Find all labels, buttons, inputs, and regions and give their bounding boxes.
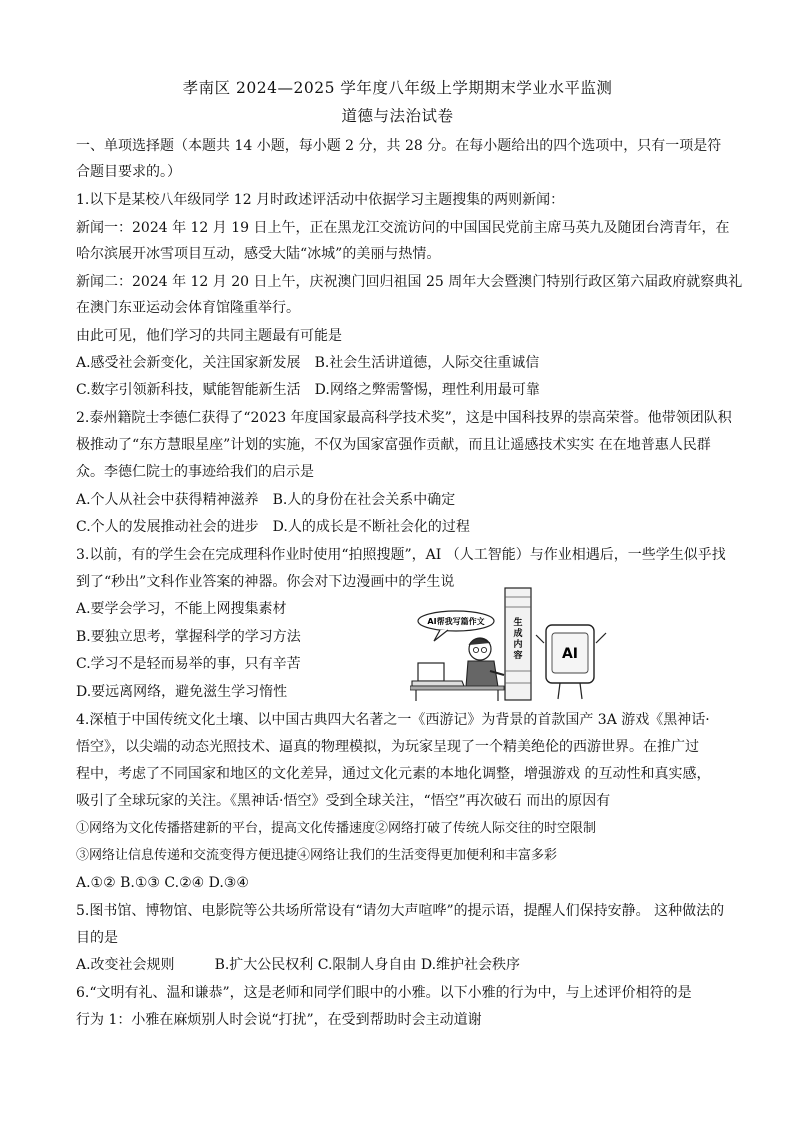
q2-option-b: B.人的身份在社会关系中确定 bbox=[272, 492, 456, 508]
q2-stem-cont1: 极推动了“东方慧眼星座”计划的实施，不仅为国家富强作贡献，而且让遥感技术实实 在在地普惠人民群 bbox=[76, 437, 711, 453]
q3-stem-cont: 到了“秒出”文科作业答案的神器。你会对下边漫画中的学生说 bbox=[76, 574, 455, 590]
q1-question: 由此可见，他们学习的共同主题最有可能是 bbox=[76, 328, 342, 344]
q5-option-a: A.改变社会规则 bbox=[76, 957, 175, 973]
q4-stem-cont2: 程中，考虑了不同国家和地区的文化差异，通过文化元素的本地化调整，增强游戏 的互动性和真实感， bbox=[76, 766, 711, 782]
q4-stem-cont3: 吸引了全球玩家的关注。《黑神话·悟空》受到全球关注，“悟空”再次破石 而出的原因有 bbox=[76, 793, 611, 809]
q4-items-1-2: ①网络为文化传播搭建新的平台，提高文化传播速度②网络打破了传统人际交往的时空限制 bbox=[76, 821, 597, 836]
q4-options: A.①② B.①③ C.②④ D.③④ bbox=[76, 875, 249, 891]
section-heading: 一、单项选择题（本题共 14 小题，每小题 2 分，共 28 分。在每小题给出的四个选项中，只有一项是符 bbox=[76, 138, 722, 154]
student-figure bbox=[466, 638, 504, 687]
q2-stem-cont2: 众。李德仁院士的事迹给我们的启示是 bbox=[76, 464, 314, 480]
q3-option-d: D.要远离网络，避免滋生学习惰性 bbox=[76, 684, 288, 700]
q1-news1: 新闻一：2024 年 12 月 19 日上午，正在黑龙江交流访问的中国国民党前主席马英九及随团台湾青年，在 bbox=[76, 220, 730, 236]
q3-stem: 3.以前，有的学生会在完成理科作业时使用“拍照搜题”，AI （人工智能）与作业相遇后，一些学生似乎找 bbox=[76, 547, 726, 563]
generated-content-column bbox=[505, 588, 531, 700]
bubble-text: AI帮我写篇作文 bbox=[427, 617, 485, 626]
q1-news2: 新闻二：2024 年 12 月 20 日上午，庆祝澳门回归祖国 25 周年大会暨澳门特别行政区第六届政府就察典礼 bbox=[76, 274, 743, 290]
q2-stem: 2.泰州籍院士李德仁获得了“2023 年度国家最高科学技术奖”，这是中国科技界的崇高荣誉。他带领团队积 bbox=[76, 410, 732, 426]
q1-news1-cont: 哈尔滨展开冰雪项目互动，感受大陆“冰城”的美丽与热情。 bbox=[76, 246, 441, 262]
q1-option-c: C.数字引领新科技，赋能智能新生活 bbox=[76, 382, 301, 398]
q5-options bbox=[76, 955, 520, 975]
q1-option-b: B.社会生活讲道德，人际交往重诚信 bbox=[314, 355, 540, 371]
q2-options-ab bbox=[76, 490, 455, 510]
column-char-3: 内 bbox=[513, 640, 523, 650]
q3-option-c: C.学习不是轻而易举的事，只有辛苦 bbox=[76, 656, 301, 672]
exam-subtitle: 道德与法治试卷 bbox=[341, 107, 454, 125]
q4-items-3-4: ③网络让信息传递和交流变得方便迅捷④网络让我们的生活变得更加便利和丰富多彩 bbox=[76, 848, 558, 863]
q5-stem: 5.图书馆、博物馆、电影院等公共场所常设有“请勿大声喧哗”的提示语，提醒人们保持安静。 这种做法的 bbox=[76, 903, 725, 919]
section-heading-cont: 合题目要求的。） bbox=[76, 164, 181, 180]
ai-tablet bbox=[536, 625, 606, 699]
exam-title: 孝南区 2024—2025 学年度八年级上学期期末学业水平监测 bbox=[182, 79, 613, 97]
speech-bubble bbox=[418, 611, 494, 641]
q6-stem: 6.“文明有礼、温和谦恭”，这是老师和同学们眼中的小雅。以下小雅的行为中，与上述评价相符的是 bbox=[76, 985, 692, 1001]
q2-option-d: D.人的成长是不断社会化的过程 bbox=[272, 519, 470, 535]
tablet-label: AI bbox=[561, 646, 579, 662]
q3-option-a: A.要学会学习，不能上网搜集素材 bbox=[76, 601, 287, 617]
q1-option-a: A.感受社会新变化，关注国家新发展 bbox=[76, 355, 301, 371]
q2-options-cd bbox=[76, 517, 470, 537]
q1-news2-cont: 在澳门东亚运动会体育馆隆重举行。 bbox=[76, 300, 300, 316]
ai-homework-cartoon bbox=[410, 583, 622, 703]
column-char-1: 生 bbox=[513, 618, 523, 628]
q1-options-ab bbox=[76, 353, 539, 373]
q5-stem-cont: 目的是 bbox=[76, 930, 118, 946]
column-char-2: 成 bbox=[513, 629, 523, 639]
q1-stem: 1.以下是某校八年级同学 12 月时政述评活动中依据学习主题搜集的两则新闻： bbox=[76, 192, 565, 208]
q4-stem-cont1: 悟空》，以尖端的动态光照技术、逼真的物理模拟，为玩家呈现了一个精美绝伦的西游世界。在推广过 bbox=[76, 739, 699, 755]
q1-options-cd bbox=[76, 380, 540, 400]
q2-option-a: A.个人从社会中获得精神滋养 bbox=[76, 492, 259, 508]
q3-option-b: B.要独立思考，掌握科学的学习方法 bbox=[76, 629, 301, 645]
q6-behavior-1: 行为 1：小雅在麻烦别人时会说“打扰”，在受到帮助时会主动道谢 bbox=[76, 1012, 482, 1028]
q4-stem: 4.深植于中国传统文化土壤、以中国古典四大名著之一《西游记》为背景的首款国产 3A 游戏《黑神话· bbox=[76, 712, 710, 728]
q2-option-c: C.个人的发展推动社会的进步 bbox=[76, 519, 259, 535]
q5-options-bcd: B.扩大公民权利 C.限制人身自由 D.维护社会秩序 bbox=[214, 957, 521, 973]
column-char-4: 容 bbox=[513, 651, 523, 661]
q1-option-d: D.网络之弊需警惕，理性利用最可靠 bbox=[314, 382, 540, 398]
